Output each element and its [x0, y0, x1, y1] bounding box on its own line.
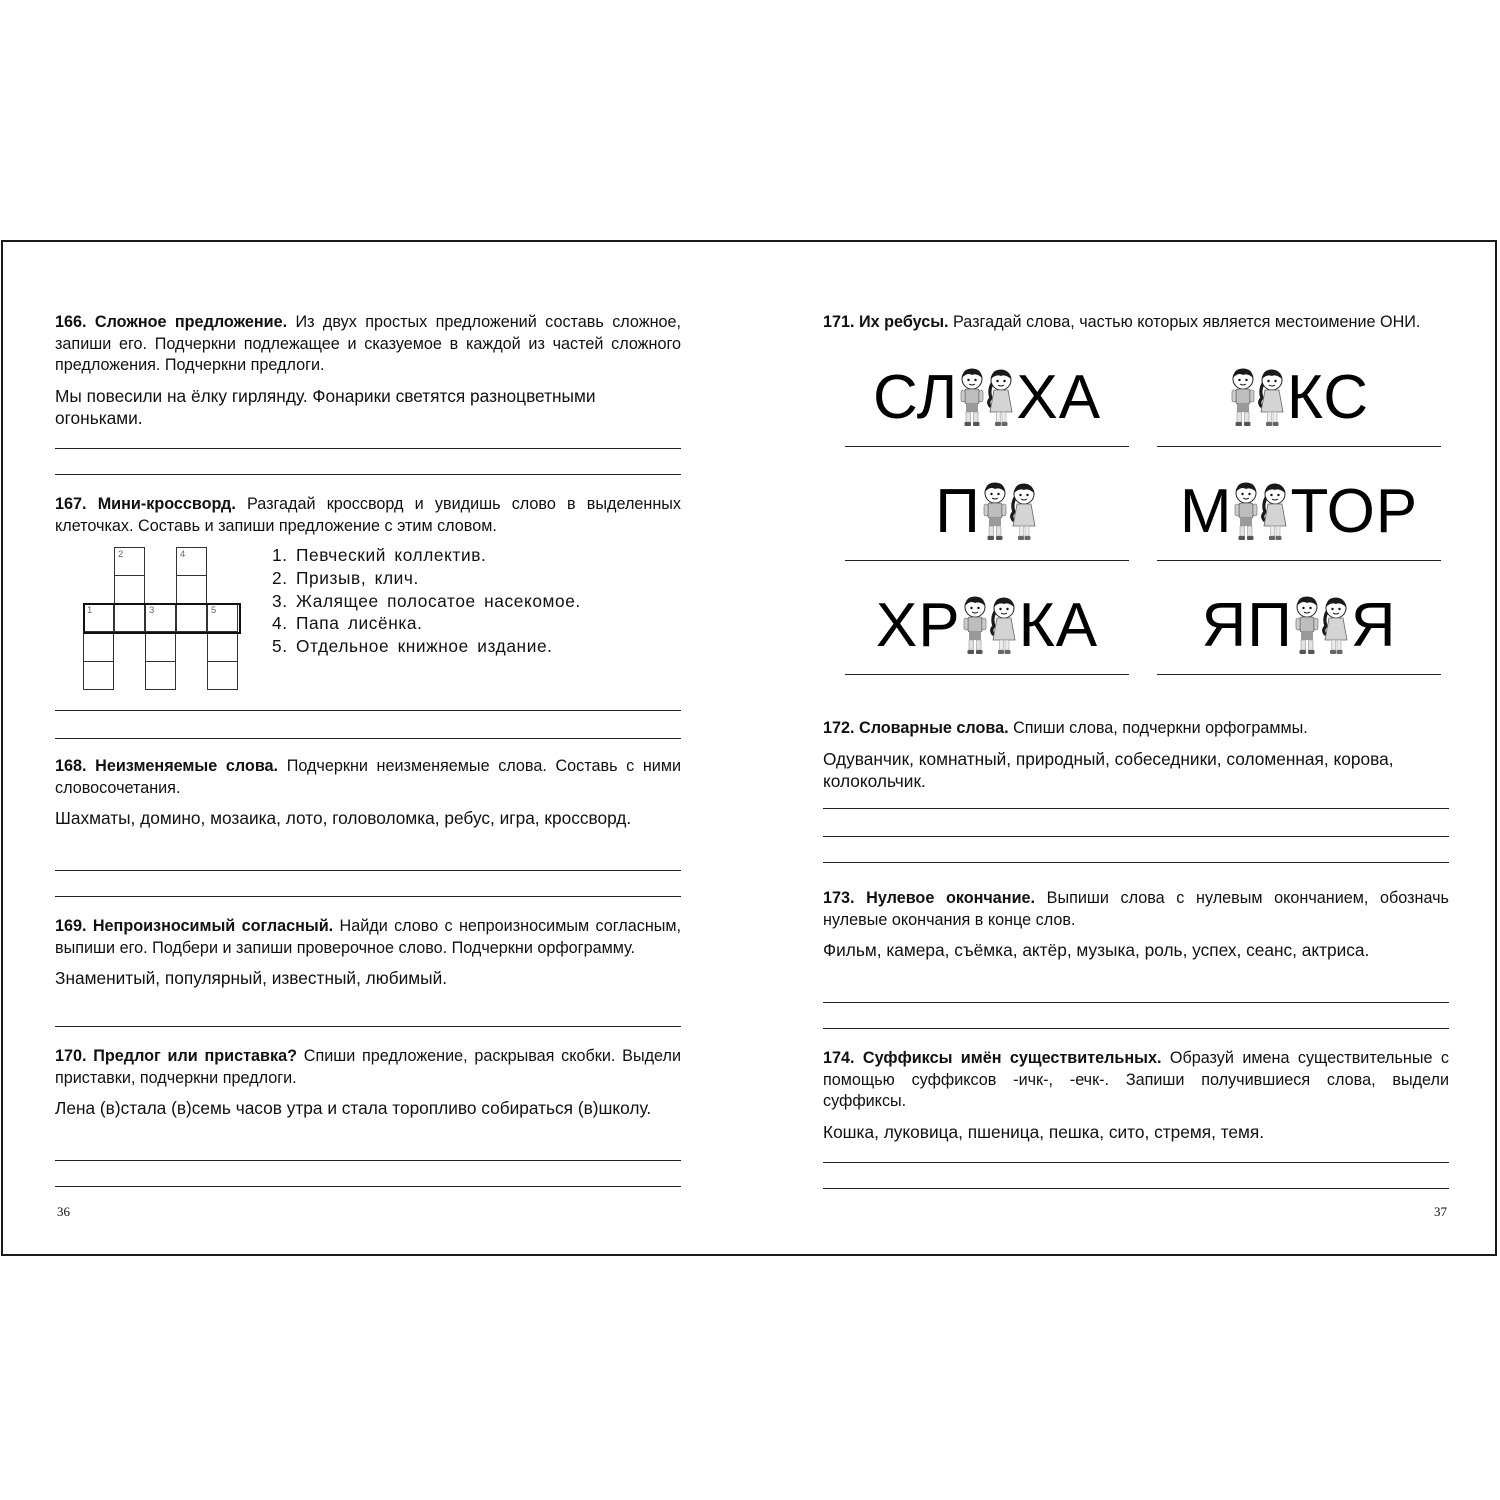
writing-line[interactable]	[823, 1188, 1449, 1189]
exercise-167	[55, 494, 681, 537]
answer-line[interactable]	[845, 560, 1129, 561]
exercise-title: Сложное предложение.	[94, 313, 288, 331]
book-spread	[1, 240, 1497, 1256]
writing-line[interactable]	[55, 710, 681, 711]
page-number: 37	[1434, 1204, 1447, 1219]
rebus-letters: М	[1179, 477, 1233, 546]
exercise-task: Найди слово с непроизносимым согласным, выпиши его. Подбери и запиши проверочное слово. Подчеркни орфограмму.	[55, 917, 682, 957]
exercise-169	[55, 916, 681, 989]
rebus-5	[845, 592, 1129, 678]
writing-line[interactable]	[55, 738, 681, 739]
answer-line[interactable]	[1157, 446, 1441, 447]
exercise-text: Лена (в)стала (в)семь часов утра и стала торопливо собираться (в)школу.	[55, 1098, 652, 1118]
exercise-text: Знаменитый, популярный, известный, любимый.	[55, 968, 448, 988]
exercise-task: Подчеркни неизменяемые слова. Составь с ними словосочетания.	[55, 757, 682, 797]
writing-line[interactable]	[55, 896, 681, 897]
cell-number: 1	[87, 605, 93, 616]
writing-line[interactable]	[55, 1160, 681, 1161]
cell-number: 5	[211, 605, 217, 616]
rebus-4	[1157, 478, 1441, 564]
answer-line[interactable]	[845, 674, 1129, 675]
exercise-166	[55, 312, 681, 429]
exercise-text: Одуванчик, комнатный, природный, собеседники, соломенная, корова, колокольчик.	[823, 748, 1394, 791]
crossword-cell[interactable]	[114, 547, 145, 576]
exercise-number: 170.	[55, 1047, 87, 1065]
highlighted-row	[83, 603, 241, 634]
crossword-cell[interactable]	[176, 575, 207, 604]
crossword-cell[interactable]	[176, 547, 207, 576]
exercise-title: Непроизносимый согласный.	[92, 917, 334, 935]
children-pair-icon	[958, 368, 1016, 428]
exercise-task: Из двух простых предложений составь сложное, запиши его. Подчеркни подлежащее и сказуемое в каждой из частей сложного предложения. Подчеркни предлоги.	[55, 313, 682, 374]
exercise-number: 166.	[55, 313, 87, 331]
exercise-text: Шахматы, домино, мозаика, лото, головоломка, ребус, игра, кроссворд.	[55, 808, 632, 828]
crossword-cell[interactable]	[83, 661, 114, 690]
writing-line[interactable]	[55, 870, 681, 871]
writing-line[interactable]	[55, 474, 681, 475]
exercise-number: 169.	[55, 917, 87, 935]
rebus-letters: КС	[1286, 363, 1370, 432]
exercise-task: Спиши предложение, раскрывая скобки. Выдели приставки, подчеркни предлоги.	[55, 1047, 682, 1087]
exercise-text: Фильм, камера, съёмка, актёр, музыка, роль, успех, сеанс, актриса.	[823, 940, 1370, 960]
exercise-168	[55, 756, 681, 829]
crossword-cell[interactable]	[83, 633, 114, 662]
children-pair-icon	[1232, 482, 1290, 542]
rebus-1	[845, 364, 1129, 450]
exercise-task: Выпиши слова с нулевым окончанием, обозначь нулевые окончания в конце слов.	[823, 889, 1449, 929]
answer-line[interactable]	[845, 446, 1129, 447]
exercise-174	[823, 1048, 1449, 1143]
writing-line[interactable]	[823, 836, 1449, 837]
exercise-text: Мы повесили на ёлку гирлянду. Фонарики светятся разноцветными огоньками.	[55, 385, 596, 428]
crossword-cell[interactable]	[207, 661, 238, 690]
rebus-letters: ЯП	[1201, 591, 1293, 660]
writing-line[interactable]	[823, 862, 1449, 863]
children-pair-icon	[1229, 368, 1287, 428]
exercise-title: Предлог или приставка?	[93, 1047, 297, 1065]
writing-line[interactable]	[823, 1162, 1449, 1163]
clue: 5. Отдельное книжное издание.	[272, 636, 553, 657]
writing-line[interactable]	[55, 1026, 681, 1027]
right-page	[823, 242, 1449, 1254]
clue: 2. Призыв, клич.	[272, 567, 419, 588]
exercise-172	[823, 718, 1449, 792]
rebus-letters: ХР	[875, 591, 961, 660]
exercise-number: 174.	[823, 1049, 855, 1067]
exercise-number: 172.	[823, 719, 855, 737]
rebus-letters: КА	[1018, 591, 1099, 660]
writing-line[interactable]	[823, 1028, 1449, 1029]
exercise-text: Кошка, луковица, пшеница, пешка, сито, стремя, темя.	[823, 1121, 1265, 1142]
rebus-2	[1157, 364, 1441, 450]
rebus-letters: ХА	[1016, 363, 1102, 432]
exercise-number: 171.	[823, 313, 855, 331]
exercise-task: Разгадай кроссворд и увидишь слово в выделенных клеточках. Составь и запиши предложение с этим словом.	[55, 495, 682, 535]
clue: 4. Папа лисёнка.	[272, 613, 423, 634]
exercise-number: 167.	[55, 495, 87, 513]
crossword-cell[interactable]	[145, 661, 176, 690]
rebus-letters: ТОР	[1290, 477, 1419, 546]
cell-number: 3	[149, 605, 155, 616]
exercise-task: Спиши слова, подчеркни орфограммы.	[1013, 719, 1308, 737]
cell-number: 4	[180, 549, 186, 560]
children-pair-icon	[981, 482, 1039, 542]
rebus-6	[1157, 592, 1441, 678]
writing-line[interactable]	[823, 1002, 1449, 1003]
exercise-title: Словарные слова.	[859, 719, 1009, 737]
exercise-173	[823, 888, 1449, 961]
answer-line[interactable]	[1157, 560, 1441, 561]
rebus-letters: П	[935, 477, 981, 546]
rebus-letters: СЛ	[872, 363, 959, 432]
rebus-3	[845, 478, 1129, 564]
page-number: 36	[57, 1204, 70, 1219]
exercise-171	[823, 312, 1449, 334]
cell-number: 2	[118, 549, 124, 560]
exercise-title: Мини-кроссворд.	[97, 495, 236, 513]
exercise-title: Неизменяемые слова.	[95, 757, 279, 775]
writing-line[interactable]	[823, 808, 1449, 809]
crossword-clues	[272, 544, 581, 658]
mini-crossword	[83, 547, 243, 689]
left-page	[55, 242, 681, 1254]
writing-line[interactable]	[55, 1186, 681, 1187]
crossword-cell[interactable]	[145, 633, 176, 662]
children-pair-icon	[1293, 596, 1351, 656]
writing-line[interactable]	[55, 448, 681, 449]
clue: 1. Певческий коллектив.	[272, 545, 487, 565]
exercise-number: 173.	[823, 889, 855, 907]
rebus-letters: Я	[1350, 591, 1397, 660]
exercise-title: Суффиксы имён существительных.	[862, 1049, 1162, 1067]
exercise-title: Нулевое окончание.	[866, 889, 1036, 907]
exercise-task: Образуй имена существительные с помощью суффиксов -ичк-, -ечк-. Запиши получившиеся слова, выдели суффиксы.	[823, 1049, 1449, 1110]
crossword-cell[interactable]	[207, 633, 238, 662]
exercise-title: Их ребусы.	[859, 313, 949, 331]
crossword-cell[interactable]	[114, 575, 145, 604]
exercise-task: Разгадай слова, частью которых является местоимение ОНИ.	[953, 313, 1421, 331]
children-pair-icon	[961, 596, 1019, 656]
exercise-170	[55, 1046, 681, 1119]
answer-line[interactable]	[1157, 674, 1441, 675]
exercise-number: 168.	[55, 757, 87, 775]
clue: 3. Жалящее полосатое насекомое.	[272, 590, 581, 611]
